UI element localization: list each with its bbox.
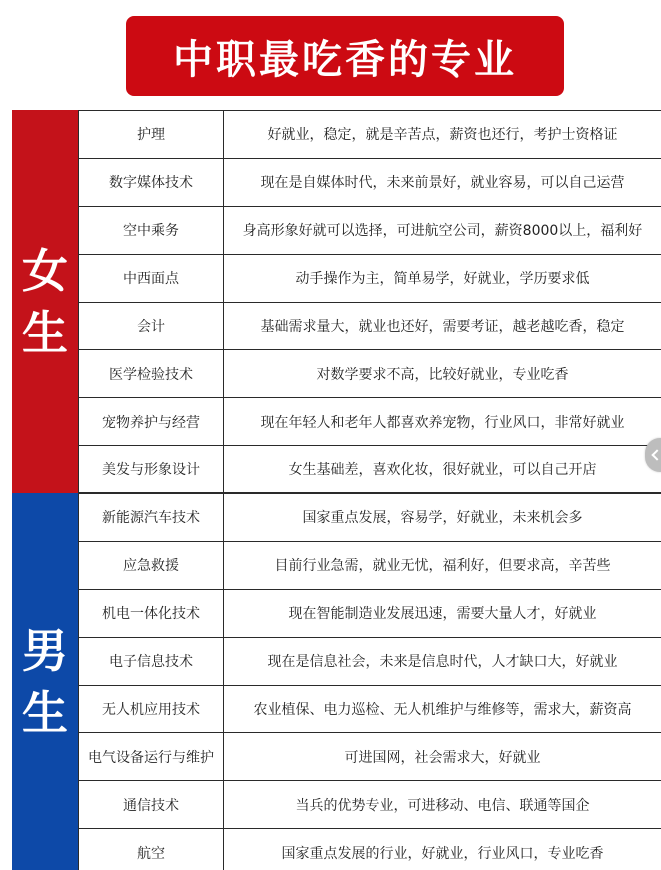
description-cell: 现在智能制造业发展迅速，需要大量人才，好就业 [288,606,597,623]
male-table [78,493,661,870]
description-cell: 现在年轻人和老年人都喜欢养宠物，行业风口，非常好就业 [260,414,625,431]
major-cell: 美发与形象设计 [78,446,224,492]
table-row [78,445,661,493]
major-cell: 航空 [78,829,224,870]
major-cell: 机电一体化技术 [78,590,224,637]
description-cell: 女生基础差，喜欢化妆，很好就业，可以自己开店 [288,462,597,479]
description-cell: 现在是信息社会，未来是信息时代，人才缺口大，好就业 [267,654,618,671]
major-cell: 空中乘务 [78,207,224,254]
table-row [78,589,661,637]
female-label-char-1: 女 [22,243,68,298]
female-label [12,110,78,493]
major-cell: 医学检验技术 [78,350,224,397]
description-cell: 好就业，稳定，就是辛苦点，薪资也还行，考护士资格证 [267,127,618,144]
male-label [12,493,78,870]
table-row [78,397,661,445]
table-row [78,110,661,158]
description-cell: 国家重点发展的行业，好就业，行业风口，专业吃香 [281,845,604,862]
table-row [78,254,661,302]
male-label-char-1: 男 [22,623,68,678]
description-cell: 动手操作为主，简单易学，好就业，学历要求低 [295,271,590,288]
major-cell: 通信技术 [78,781,224,828]
major-cell: 电子信息技术 [78,638,224,685]
description-cell: 农业植保、电力巡检、无人机维护与维修等，需求大，薪资高 [253,702,632,718]
major-cell: 无人机应用技术 [78,686,224,733]
description-cell: 现在是自媒体时代，未来前景好，就业容易，可以自己运营 [260,175,625,192]
major-cell: 应急救援 [78,542,224,589]
major-cell: 会计 [78,303,224,350]
table-row [78,780,661,828]
table-row [78,732,661,780]
table-row [78,637,661,685]
description-cell: 基础需求量大，就业也还好，需要考证，越老越吃香，稳定 [260,319,625,335]
table-row [78,302,661,350]
description-cell: 可进国网，社会需求大，好就业 [344,749,541,766]
description-cell: 身高形象好就可以选择，可进航空公司，薪资8000以上，福利好 [242,223,643,240]
major-cell: 护理 [78,111,224,158]
description-cell: 当兵的优势专业，可进移动、电信、联通等国企 [295,797,590,814]
table-row [78,828,661,870]
description-cell: 对数学要求不高，比较好就业，专业吃香 [316,366,569,383]
major-cell: 中西面点 [78,255,224,302]
table-row [78,158,661,206]
page-title: 中职最吃香的专业 [126,16,564,96]
table-row [78,685,661,733]
male-label-char-2: 生 [22,685,68,740]
table-row [78,541,661,589]
major-cell: 宠物养护与经营 [78,398,224,445]
female-table [78,110,661,493]
table-row [78,493,661,541]
table-row [78,349,661,397]
major-cell: 电气设备运行与维护 [78,733,224,780]
female-label-char-2: 生 [22,305,68,360]
major-cell: 新能源汽车技术 [78,494,224,541]
description-cell: 国家重点发展，容易学，好就业，未来机会多 [302,510,583,527]
major-cell: 数字媒体技术 [78,159,224,206]
description-cell: 目前行业急需，就业无忧，福利好，但要求高，辛苦些 [274,558,611,575]
table-row [78,206,661,254]
